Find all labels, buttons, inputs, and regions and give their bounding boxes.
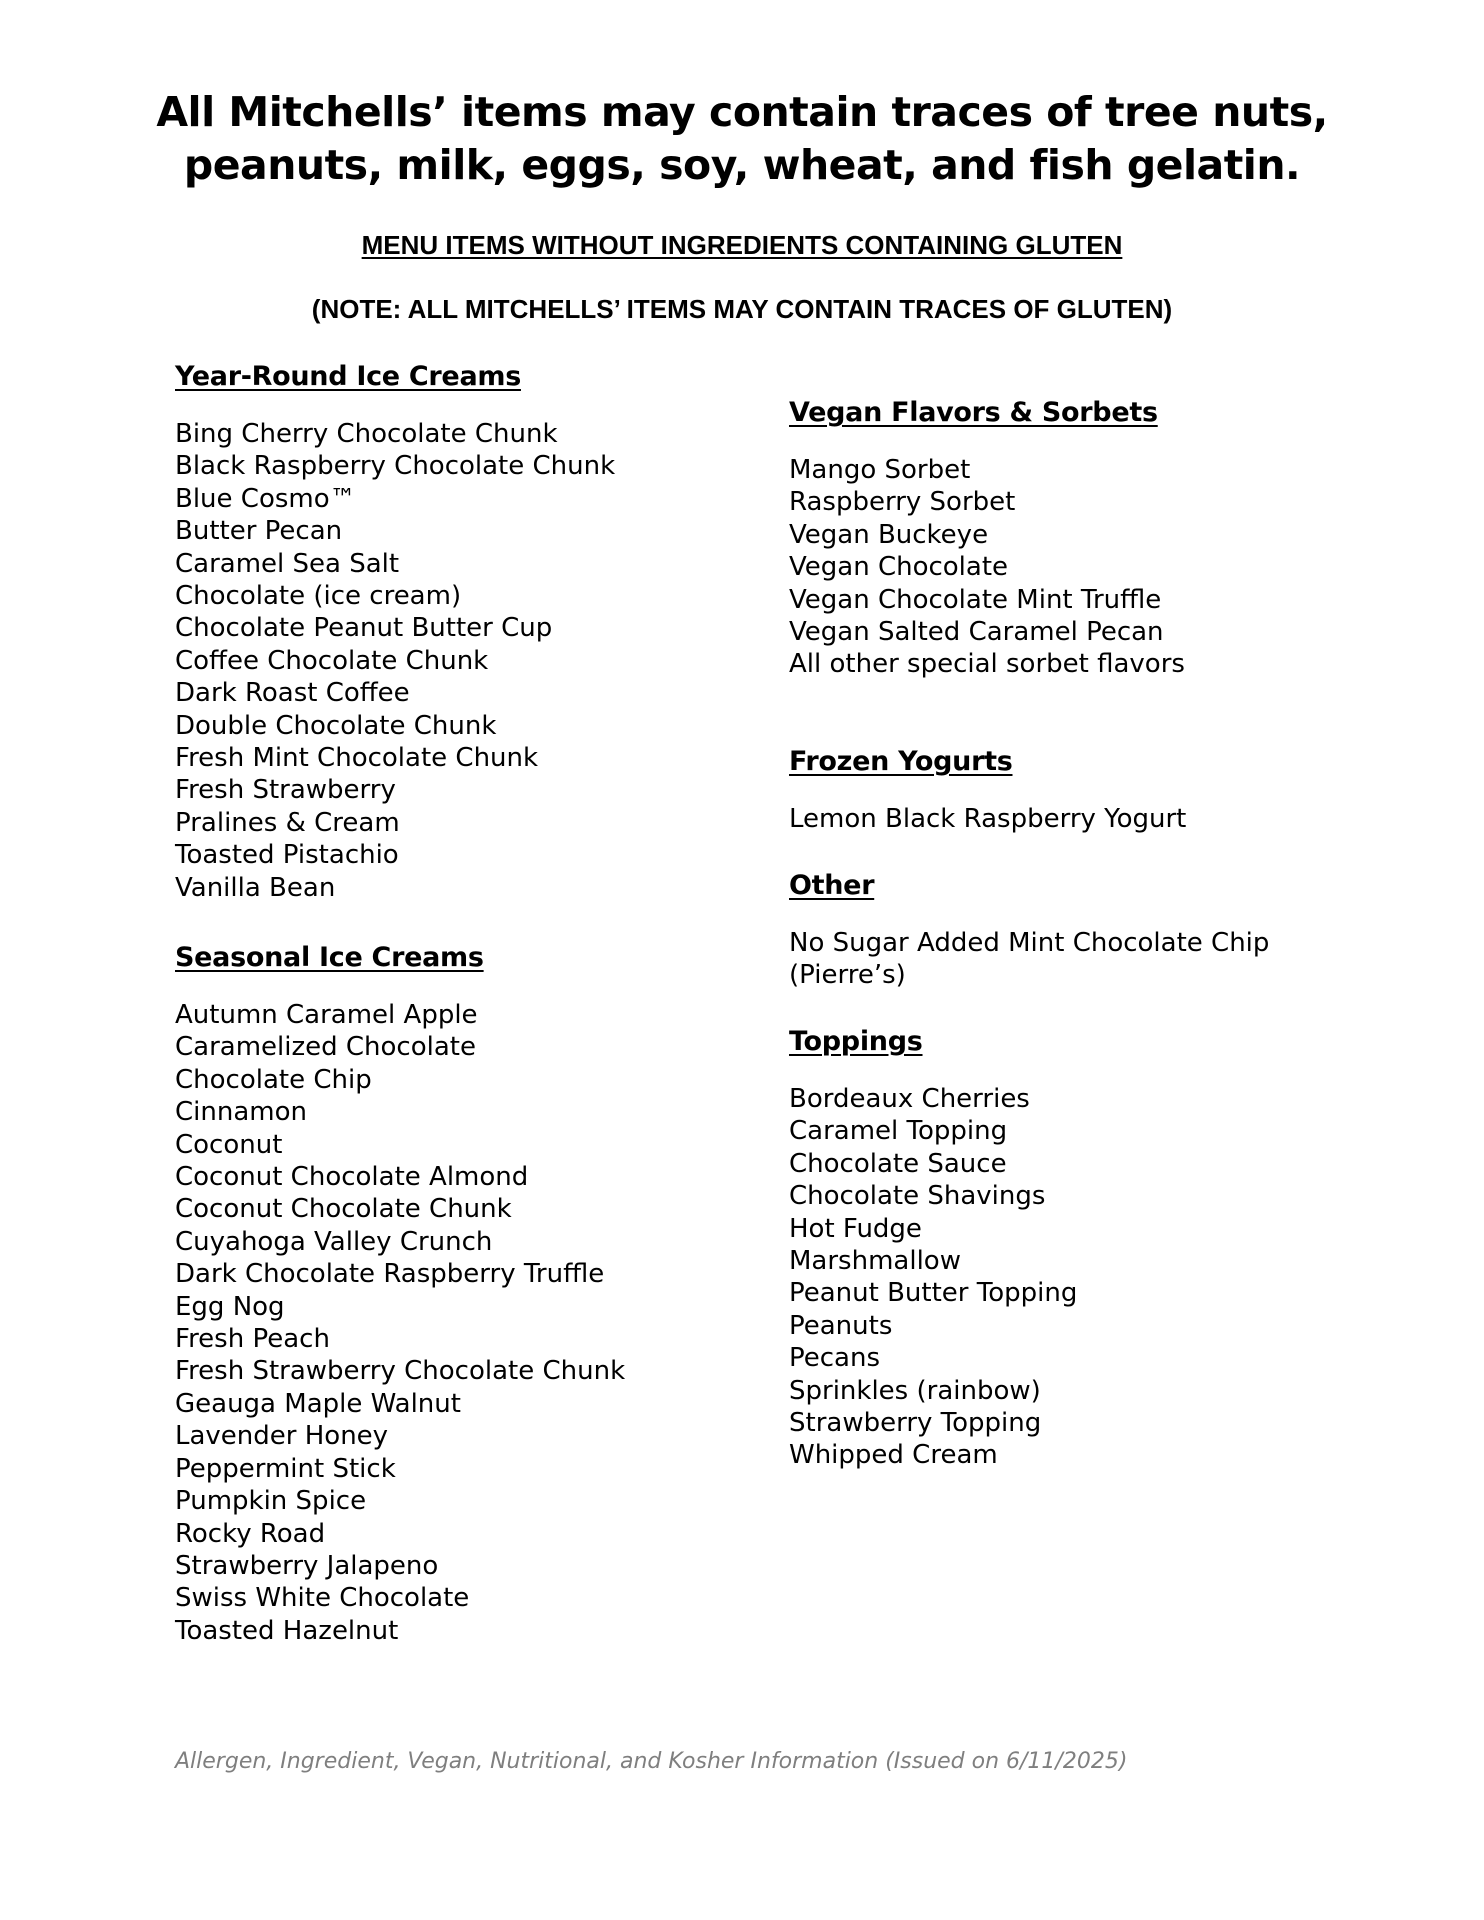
list-item: Raspberry Sorbet: [789, 487, 1016, 518]
list-item: Chocolate Sauce: [789, 1148, 1007, 1179]
list-item: Mango Sorbet: [789, 455, 971, 485]
frozen-yogurts-list: [789, 803, 1389, 835]
other-item: No Sugar Added Mint Chocolate Chip (Pierre’s): [789, 928, 1270, 991]
gluten-subheading: [0, 229, 1484, 261]
vegan-list: [789, 454, 1389, 681]
list-item: Dark Chocolate Raspberry Truffle: [175, 1259, 605, 1290]
list-item: All other special sorbet flavors: [789, 649, 1185, 680]
list-item: Peppermint Stick: [175, 1453, 396, 1484]
year-round-list: [175, 418, 775, 904]
list-item: Coconut Chocolate Almond: [175, 1162, 529, 1193]
toppings-list: [789, 1083, 1389, 1472]
list-item: Vanilla Bean: [175, 872, 336, 903]
page-title-line-1: All Mitchells’ items may contain traces of tree nuts,: [156, 88, 1328, 136]
list-item: Rocky Road: [175, 1518, 326, 1549]
toppings-section: [789, 1025, 1389, 1472]
other-section: [789, 869, 1389, 992]
seasonal-heading: Seasonal Ice Creams: [175, 942, 484, 973]
list-item: Lemon Black Raspberry Yogurt: [789, 804, 1187, 834]
gluten-subheading-text: MENU ITEMS WITHOUT INGREDIENTS CONTAINING GLUTEN: [361, 230, 1123, 260]
list-item: Vegan Buckeye: [789, 519, 989, 550]
list-item: Chocolate Chip: [175, 1064, 372, 1095]
list-item: Toasted Hazelnut: [175, 1615, 399, 1646]
list-item: Strawberry Topping: [789, 1408, 1042, 1439]
list-item: Cinnamon: [175, 1097, 307, 1128]
list-item: Blue Cosmo™: [175, 483, 356, 514]
list-item: Marshmallow: [789, 1246, 961, 1277]
list-item: Egg Nog: [175, 1291, 285, 1322]
list-item: Black Raspberry Chocolate Chunk: [175, 451, 616, 482]
year-round-heading: Year-Round Ice Creams: [175, 361, 521, 392]
list-item: Coconut: [175, 1129, 283, 1160]
list-item: Butter Pecan: [175, 516, 343, 547]
list-item: Coffee Chocolate Chunk: [175, 645, 489, 676]
list-item: Peanut Butter Topping: [789, 1278, 1078, 1309]
page-title-line-2: peanuts, milk, eggs, soy, wheat, and fish gelatin.: [183, 141, 1301, 189]
list-item: Vegan Chocolate Mint Truffle: [789, 584, 1162, 615]
list-item: Caramel Sea Salt: [175, 548, 400, 579]
list-item: Peanuts: [789, 1310, 893, 1341]
list-item: Chocolate Peanut Butter Cup: [175, 613, 553, 644]
list-item: Pecans: [789, 1343, 880, 1374]
list-item: Strawberry Jalapeno: [175, 1550, 439, 1581]
list-item: Swiss White Chocolate: [175, 1583, 470, 1614]
list-item: Chocolate Shavings: [789, 1181, 1046, 1212]
list-item: Pumpkin Spice: [175, 1486, 367, 1517]
list-item: Vegan Chocolate: [789, 552, 1009, 583]
list-item: Dark Roast Coffee: [175, 678, 410, 709]
list-item: Lavender Honey: [175, 1421, 389, 1452]
list-item: Fresh Strawberry Chocolate Chunk: [175, 1356, 626, 1387]
list-item: Vegan Salted Caramel Pecan: [789, 617, 1164, 648]
list-item: Autumn Caramel Apple: [175, 1000, 478, 1030]
toppings-heading: Toppings: [789, 1026, 923, 1057]
seasonal-list: [175, 999, 775, 1647]
list-item: Hot Fudge: [789, 1213, 922, 1244]
list-item: Coconut Chocolate Chunk: [175, 1194, 512, 1225]
list-item: Bing Cherry Chocolate Chunk: [175, 419, 558, 449]
page-title: [0, 86, 1484, 192]
list-item: Sprinkles (rainbow): [789, 1375, 1041, 1406]
year-round-section: [175, 360, 775, 904]
list-item: Whipped Cream: [789, 1440, 998, 1471]
frozen-yogurts-section: [789, 745, 1389, 835]
frozen-yogurts-heading: Frozen Yogurts: [789, 746, 1013, 777]
list-item: Toasted Pistachio: [175, 840, 399, 871]
list-item: Double Chocolate Chunk: [175, 710, 497, 741]
list-item: Bordeaux Cherries: [789, 1084, 1030, 1114]
list-item: Fresh Mint Chocolate Chunk: [175, 743, 539, 774]
vegan-heading: Vegan Flavors & Sorbets: [789, 397, 1158, 428]
vegan-section: [789, 396, 1389, 681]
seasonal-section: [175, 941, 775, 1647]
list-item: Cuyahoga Valley Crunch: [175, 1226, 493, 1257]
list-item: Geauga Maple Walnut: [175, 1388, 461, 1419]
list-item: Pralines & Cream: [175, 807, 400, 838]
list-item: Caramelized Chocolate: [175, 1032, 476, 1063]
list-item: Fresh Peach: [175, 1324, 330, 1355]
gluten-note: (NOTE: ALL MITCHELLS’ ITEMS MAY CONTAIN TRACES OF GLUTEN): [311, 294, 1173, 324]
list-item: Caramel Topping: [789, 1116, 1008, 1147]
list-item: Chocolate (ice cream): [175, 581, 462, 612]
footer-note: Allergen, Ingredient, Vegan, Nutritional, and Kosher Information (Issued on 6/11/2025): [175, 1749, 1128, 1774]
list-item: Fresh Strawberry: [175, 775, 396, 806]
other-heading: Other: [789, 870, 875, 901]
